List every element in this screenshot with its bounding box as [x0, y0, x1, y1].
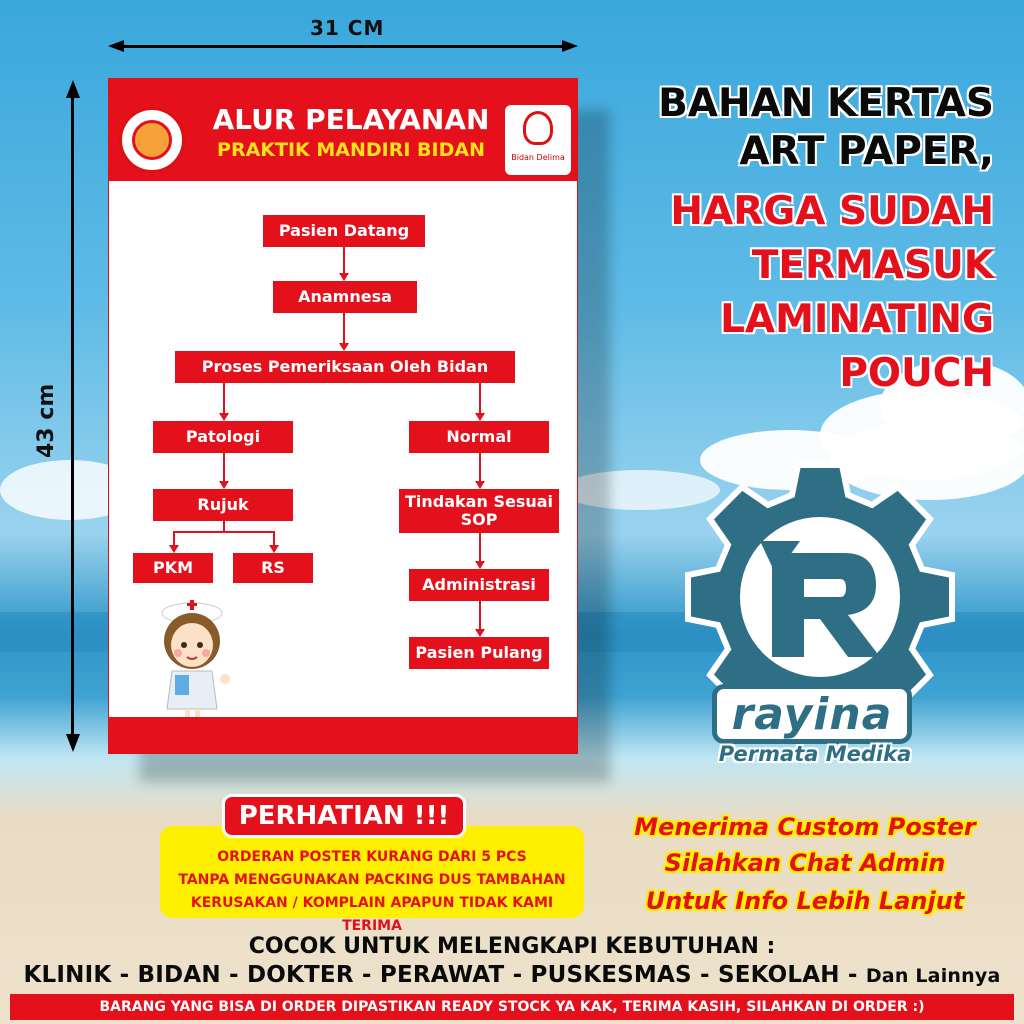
- footer-bar: BARANG YANG BISA DI ORDER DIPASTIKAN READY STOCK YA KAK, TERIMA KASIH, SILAHKAN DI ORDER :): [10, 994, 1014, 1020]
- custom-line2: Silahkan Chat Admin: [664, 849, 946, 877]
- poster-footer: [109, 717, 577, 753]
- flow-pkm: PKM: [133, 553, 213, 583]
- height-label: 43 cm: [34, 383, 59, 458]
- notice-title: PERHATIAN !!!: [222, 794, 466, 838]
- poster-subtitle: PRAKTIK MANDIRI BIDAN: [217, 139, 485, 161]
- poster-title: ALUR PELAYANAN: [212, 103, 490, 136]
- ibi-logo-icon: [119, 107, 185, 173]
- flow-normal: Normal: [409, 421, 549, 453]
- headline-line6: POUCH: [839, 351, 994, 396]
- brand-logo-box: [712, 684, 912, 744]
- flow-pasien-pulang: Pasien Pulang: [409, 637, 549, 669]
- headline-line3: HARGA SUDAH: [670, 189, 994, 234]
- headline-line4: TERMASUK: [751, 243, 994, 288]
- flow-rs: RS: [233, 553, 313, 583]
- flow-anamnesa: Anamnesa: [273, 281, 417, 313]
- notice-line-2: TANPA MENGGUNAKAN PACKING DUS TAMBAHAN: [178, 872, 566, 888]
- brand-name: rayina: [731, 688, 893, 740]
- notice-line-1: ORDERAN POSTER KURANG DARI 5 PCS: [217, 849, 527, 865]
- flow-administrasi: Administrasi: [409, 569, 549, 601]
- flow-patologi: Patologi: [153, 421, 293, 453]
- custom-line1: Menerima Custom Poster: [634, 813, 976, 841]
- width-arrow: [108, 40, 578, 52]
- custom-line3: Untuk Info Lebih Lanjut: [645, 887, 965, 915]
- headline-line2: ART PAPER,: [739, 129, 994, 174]
- notice-box: [160, 826, 584, 934]
- poster: [108, 78, 578, 754]
- suitable-heading: COCOK UNTUK MELENGKAPI KEBUTUHAN :: [248, 934, 776, 959]
- bidan-delima-label: Bidan Delima: [511, 153, 565, 162]
- nurse-illustration-icon: [147, 591, 237, 721]
- suitable-list: [0, 962, 1024, 988]
- brand-subtitle: Permata Medika: [718, 742, 912, 766]
- width-label: 31 CM: [310, 16, 385, 40]
- notice-line-3: KERUSAKAN / KOMPLAIN APAPUN TIDAK KAMI TERIMA: [190, 895, 554, 934]
- height-arrow: [66, 80, 80, 752]
- suitable-last: Dan Lainnya: [865, 965, 1001, 987]
- flow-examination: Proses Pemeriksaan Oleh Bidan: [175, 351, 515, 383]
- suitable-items: KLINIK - BIDAN - DOKTER - PERAWAT - PUSKESMAS - SEKOLAH -: [23, 962, 866, 988]
- bidan-delima-logo-icon: [505, 105, 571, 175]
- flow-start: Pasien Datang: [263, 215, 425, 247]
- flow-tindakan: Tindakan Sesuai SOP: [399, 489, 559, 533]
- headline-line1: BAHAN KERTAS: [658, 81, 994, 126]
- headline-line5: LAMINATING: [720, 297, 994, 342]
- flow-rujuk: Rujuk: [153, 489, 293, 521]
